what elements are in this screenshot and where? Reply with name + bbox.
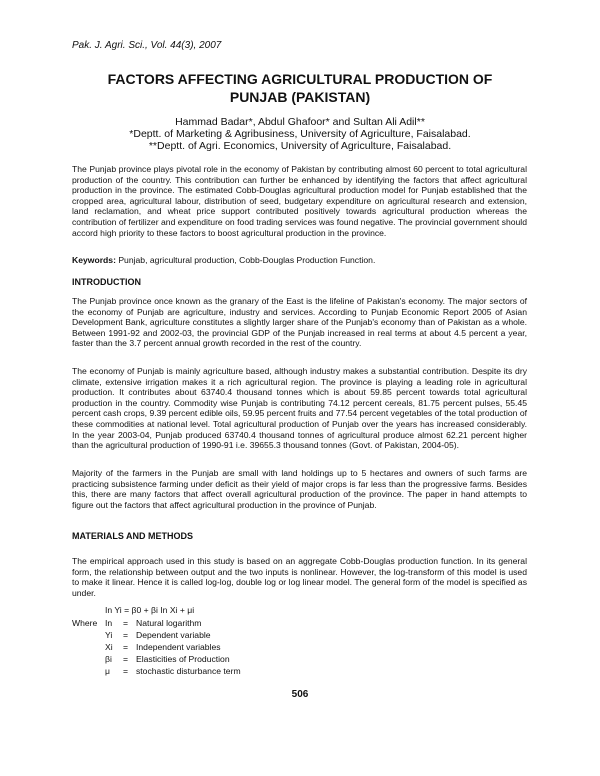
methods-heading: MATERIALS AND METHODS: [72, 531, 193, 541]
keywords-label: Keywords:: [72, 255, 116, 265]
affiliation-2: **Deptt. of Agri. Economics, University of Agriculture, Faisalabad.: [148, 140, 452, 152]
definition-row: [72, 641, 241, 653]
title-line-2: PUNJAB (PAKISTAN): [229, 89, 371, 105]
def-equals: =: [123, 654, 129, 664]
def-symbol: In: [105, 618, 113, 628]
def-equals: =: [123, 666, 129, 676]
def-description: Dependent variable: [136, 630, 211, 640]
def-equals: =: [123, 642, 129, 652]
definition-row: [72, 617, 241, 629]
abstract: The Punjab province plays pivotal role in the economy of Pakistan by contributing almost 60 percent to total agricultural production of the country. This contribution can further be enhanced by identifying the factors that affect agricultural production in the province. The estimated Cobb-Douglas agricultural production model for Punjab established that the cropped area, agricultural labour, distribution of seed, budgetary expenditure on agricultural research and extension, land reclamation, and wheat price support contributed positively towards agricultural production whereas the contribution of fertilizer and expenditure on food trading services was found negative. The provincial government should accord high priority to these factors to boost agricultural production in the province.: [72, 164, 527, 238]
def-symbol: βi: [105, 654, 112, 664]
def-symbol: Yi: [105, 630, 113, 640]
page-number: 506: [291, 689, 309, 700]
definition-row: [72, 665, 241, 677]
definition-row: [72, 629, 241, 641]
author-block: [60, 116, 540, 152]
keywords: [72, 255, 527, 266]
keywords-text: Punjab, agricultural production, Cobb-Douglas Production Function.: [115, 255, 376, 265]
def-description: Independent variables: [136, 642, 221, 652]
affiliation-1: *Deptt. of Marketing & Agribusiness, University of Agriculture, Faisalabad.: [129, 128, 471, 140]
where-label: Where: [72, 618, 98, 628]
paper-title: [60, 70, 540, 106]
introduction-paragraph-3: Majority of the farmers in the Punjab are small with land holdings up to 5 hectares and owners of such farms are practicing subsistence farming under deficit as their yield of major crops is far less than the progressive farms. Besides this, there are many factors that affect overall agricultural production of the province. The paper in hand attempts to figure out the factors that affect agricultural production in the province of Punjab.: [72, 468, 527, 510]
author-names: Hammad Badar*, Abdul Ghafoor* and Sultan Ali Adil**: [175, 116, 425, 128]
model-equation: In Yi = β0 + βi In Xi + μi: [105, 605, 195, 615]
variable-definitions: [72, 617, 241, 677]
introduction-paragraph-1: The Punjab province once known as the granary of the East is the lifeline of Pakistan's economy. The major sectors of the economy of Punjab are agriculture, industry and services. According to Punjab Economic Report 2005 of Asian Development Bank, agriculture constitutes a slightly larger share of the Punjab's economy than of Pakistan as a whole. Between 1991-92 and 2002-03, the provincial GDP of the Punjab increased in real terms at about 4.5 percent a year, faster than the 3.7 percent annual growth recorded in the rest of the country.: [72, 296, 527, 349]
title-line-1: FACTORS AFFECTING AGRICULTURAL PRODUCTION OF: [107, 71, 493, 87]
def-symbol: μ: [105, 666, 110, 676]
introduction-paragraph-2: The economy of Punjab is mainly agriculture based, although industry makes a substantial contribution. Despite its dry climate, extensive irrigation makes it a rich agricultural region. The province is playing a leading role in agricultural production. It contributes about 63740.4 thousand tonnes which is about 59.85 percent towards total agricultural production in the country. Commodity wise Punjab is contributing 74.12 percent cereals, 81.75 percent pulses, 55.45 percent cash crops, 9.39 percent edible oils, 59.95 percent fruits and 77.54 percent vegetables of the total production of these commodities at national level. Total agricultural production of Punjab over the years has increased considerably. In the year 2003-04, Punjab produced 63740.4 thousand tonnes of agricultural produce almost 62.21 percent higher than the agricultural production of 1990-91 i.e. 39655.3 thousand tonnes (Govt. of Pakistan, 2004-05).: [72, 366, 527, 451]
journal-citation: Pak. J. Agri. Sci., Vol. 44(3), 2007: [72, 40, 222, 51]
def-description: Elasticities of Production: [136, 654, 230, 664]
introduction-heading: INTRODUCTION: [72, 277, 141, 287]
methods-paragraph-1: The empirical approach used in this study is based on an aggregate Cobb-Douglas production function. In its general form, the relationship between output and the two inputs is nonlinear. However, the log-transform of this model is used to make it linear. Hence it is called log-log, double log or log linear model. The general form of the model is specified as under.: [72, 556, 527, 598]
def-description: stochastic disturbance term: [136, 666, 241, 676]
def-equals: =: [123, 630, 129, 640]
def-equals: =: [123, 618, 129, 628]
definition-row: [72, 653, 241, 665]
def-description: Natural logarithm: [136, 618, 202, 628]
def-symbol: Xi: [105, 642, 113, 652]
